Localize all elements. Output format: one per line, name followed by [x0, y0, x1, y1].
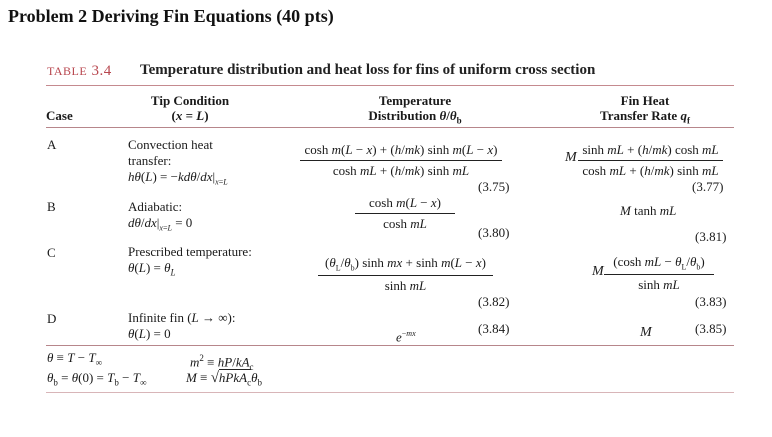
row-c-tip: Prescribed temperature: $\theta(L) = \theta_L$: [128, 244, 252, 278]
row-c-heat-fraction: $\frac{(\cosh mL - \theta_L/\theta_b)}{\text{sinh mL}}$: [604, 254, 714, 293]
row-d-tip: Infinite fin (L → ∞): θ(L) = 0: [128, 310, 236, 341]
row-b-heat: M tanh mL: [620, 203, 677, 218]
row-a-heat-eq: (3.77): [692, 179, 724, 194]
row-a-case: A: [47, 137, 57, 152]
header-temperature: Temperature Distribution $\theta/\theta_b$: [368, 93, 462, 126]
table-label-word: TABLE: [47, 64, 88, 78]
footnote-theta-def: $\theta \equiv T - T_\infty$: [47, 350, 102, 368]
row-d-temperature: $e^{-mx}$: [396, 329, 416, 345]
row-a-heat-fraction: $\frac{\text{sinh mL + (h/mk) cosh mL}}{\text{cosh mL + (h/mk) sinh mL}}$: [578, 142, 723, 179]
footnote-theta-b-def: $\theta_b = \theta(0) = T_b - T_\infty$: [47, 370, 147, 388]
table-label-number: 3.4: [91, 63, 112, 79]
footnote-big-m-def: $M \equiv √hPkA_c\theta_b$: [186, 370, 262, 388]
row-b-heat-eq: (3.81): [695, 229, 727, 244]
row-a-tip: Convection heat transfer: $h\theta(L) = -kd\theta/dx|_{x=L}$: [128, 137, 228, 187]
row-c-heat-prefix: M: [592, 264, 604, 279]
row-c-temperature-eq: (3.82): [478, 294, 510, 309]
footer-rule: [46, 392, 734, 393]
header-rule: [46, 127, 734, 128]
top-rule: [46, 85, 734, 86]
row-d-case: D: [47, 311, 57, 326]
footnote-m-def: $m^2 \equiv hP/kA_c$: [190, 353, 254, 372]
row-d-temperature-eq: (3.84): [478, 321, 510, 336]
table-label: [47, 63, 112, 80]
header-case: Case: [46, 108, 73, 123]
row-c-heat-eq: (3.83): [695, 294, 727, 309]
header-tip-condition: Tip Condition (x = L): [150, 93, 230, 123]
row-d-heat-eq: (3.85): [695, 321, 727, 336]
row-b-tip: Adiabatic: $d\theta/dx|_{x=L} = 0$: [128, 199, 193, 233]
row-a-temperature-fraction: $\frac{\text{cosh m(L − x) + (h/mk) sinh m(L − x)}}{\text{cosh mL + (h/mk) sinh mL}}$: [300, 142, 502, 179]
header-heat-rate: Fin Heat Transfer Rate $q_f$: [600, 93, 690, 126]
row-b-temperature-fraction: $\frac{\text{cosh m(L − x)}}{\text{cosh mL}}$: [355, 195, 455, 232]
row-b-temperature-eq: (3.80): [478, 225, 510, 240]
row-c-temperature-fraction: $\frac{(\theta_L/\theta_b) \sinh mx + \sinh m(L - x)}{\text{sinh mL}}$: [318, 255, 493, 294]
bottom-rule: [46, 345, 734, 346]
row-d-heat: M: [640, 325, 652, 340]
row-c-case: C: [47, 245, 56, 260]
row-a-heat-prefix: M: [565, 150, 577, 165]
table-title: Temperature distribution and heat loss for fins of uniform cross section: [140, 62, 596, 78]
row-b-case: B: [47, 199, 56, 214]
row-a-temperature-eq: (3.75): [478, 179, 510, 194]
problem-title: Problem 2 Deriving Fin Equations (40 pts): [8, 6, 334, 26]
